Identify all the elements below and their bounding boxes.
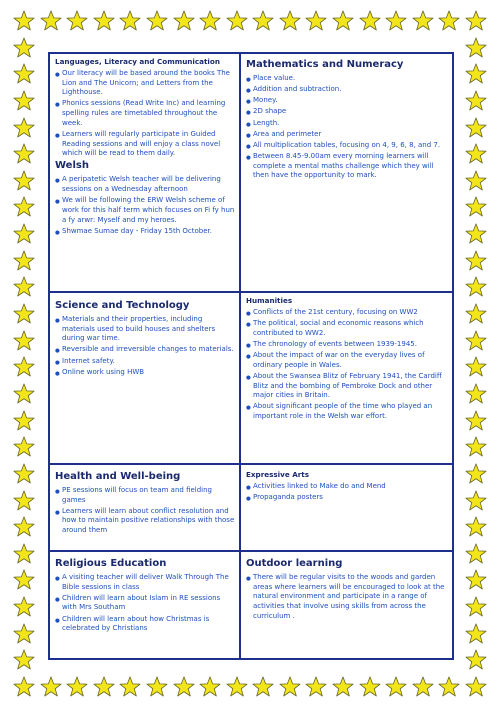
star-icon (465, 596, 487, 618)
list-item: ● Children will learn about how Christmas is celebrated by Christians (55, 615, 235, 634)
star-icon (305, 10, 327, 32)
star-icon (279, 676, 301, 698)
star-icon (13, 63, 35, 85)
star-icon (465, 37, 487, 59)
star-icon (465, 63, 487, 85)
list-item: ● A visiting teacher will deliver Walk Through The Bible sessions in class (55, 573, 235, 592)
list-item: ● The chronology of events between 1939-1945. (246, 340, 448, 350)
list-item: ● About significant people of the time who played an important role in the Welsh war effort. (246, 402, 448, 421)
list-item: ● Activities linked to Make do and Mend (246, 482, 448, 492)
star-icon (465, 143, 487, 165)
star-icon (226, 676, 248, 698)
star-icon (465, 250, 487, 272)
star-icon (412, 676, 434, 698)
star-icon (252, 676, 274, 698)
star-icon (13, 330, 35, 352)
list-item: ● Length. (246, 119, 448, 129)
list-item: ● Our literacy will be based around the books The Lion and The Unicorn; and Letters from the Lighthouse. (55, 69, 235, 98)
star-icon (93, 10, 115, 32)
religious-education-list (55, 573, 235, 634)
topic-grid (48, 52, 454, 660)
star-icon (13, 543, 35, 565)
star-icon (465, 676, 487, 698)
expressive-arts-title: Expressive Arts (246, 470, 310, 479)
star-icon (13, 676, 35, 698)
maths-list (246, 74, 448, 181)
list-item: ● Area and perimeter (246, 130, 448, 140)
health-section (50, 465, 239, 550)
star-icon (465, 356, 487, 378)
science-section (50, 293, 239, 463)
star-icon (332, 10, 354, 32)
star-icon (13, 170, 35, 192)
star-icon (13, 223, 35, 245)
list-item: ● Learners will regularly participate in Guided Reading sessions and will enjoy a class novel which will be read to them daily. (55, 130, 235, 159)
star-icon (465, 10, 487, 32)
star-icon (465, 303, 487, 325)
star-icon (13, 117, 35, 139)
star-icon (385, 676, 407, 698)
health-list (55, 486, 235, 536)
list-item: ● We will be following the ERW Welsh scheme of work for this half term which focuses on Fi fy hun a fy arwr: Myself and my heroes. (55, 196, 235, 225)
star-icon (332, 676, 354, 698)
star-icon (40, 676, 62, 698)
star-icon (173, 10, 195, 32)
list-item: ● The political, social and economic reasons which contributed to WW2. (246, 319, 448, 338)
star-icon (465, 410, 487, 432)
maths-title: Mathematics and Numeracy (246, 59, 404, 70)
list-item: ● Between 8.45-9.00am every morning learners will complete a mental maths challenge which they will then have the opportunity to mark. (246, 152, 448, 181)
star-icon (226, 10, 248, 32)
star-icon (465, 463, 487, 485)
star-icon (13, 569, 35, 591)
star-icon (66, 10, 88, 32)
star-icon (465, 90, 487, 112)
star-icon (13, 436, 35, 458)
star-icon (173, 676, 195, 698)
star-icon (465, 569, 487, 591)
star-icon (465, 543, 487, 565)
humanities-section (241, 293, 452, 463)
star-icon (385, 10, 407, 32)
list-item: ● Reversible and irreversible changes to materials. (55, 345, 235, 355)
star-icon (252, 10, 274, 32)
list-item: ● Money. (246, 96, 448, 106)
science-title: Science and Technology (55, 300, 190, 311)
star-icon (66, 676, 88, 698)
health-title: Health and Well-being (55, 471, 181, 482)
star-icon (412, 10, 434, 32)
star-icon (13, 143, 35, 165)
science-list (55, 315, 235, 377)
star-icon (13, 90, 35, 112)
star-icon (13, 623, 35, 645)
star-icon (13, 10, 35, 32)
list-item: ● Children will learn about Islam in RE sessions with Mrs Southam (55, 594, 235, 613)
list-item: ● 2D shape (246, 107, 448, 117)
welsh-title: Welsh (55, 160, 89, 172)
star-icon (465, 383, 487, 405)
star-icon (465, 276, 487, 298)
list-item: ● Phonics sessions (Read Write Inc) and learning spelling rules are timetabled throughout the week. (55, 99, 235, 128)
star-icon (199, 10, 221, 32)
star-icon (465, 330, 487, 352)
star-icon (146, 676, 168, 698)
star-icon (199, 676, 221, 698)
list-item: ● Materials and their properties, including materials used to build houses and shelters during war time. (55, 315, 235, 344)
star-icon (279, 10, 301, 32)
star-icon (146, 10, 168, 32)
star-icon (465, 623, 487, 645)
list-item: ● Conflicts of the 21st century, focusing on WW2 (246, 308, 448, 318)
list-item: ● Addition and subtraction. (246, 85, 448, 95)
list-item: ● A peripatetic Welsh teacher will be delivering sessions on a Wednesday afternoon (55, 175, 235, 194)
list-item: ● Place value. (246, 74, 448, 84)
religious-education-title: Religious Education (55, 558, 167, 569)
star-icon (13, 410, 35, 432)
list-item: ● There will be regular visits to the woods and garden areas where learners will be encouraged to look at the natural environment and participate in a range of activities that involve using skills from across the curriculum . (246, 573, 448, 621)
star-icon (359, 676, 381, 698)
star-icon (465, 436, 487, 458)
expressive-arts-section (241, 465, 452, 550)
star-icon (93, 676, 115, 698)
humanities-title: Humanities (246, 296, 293, 305)
list-item: ● PE sessions will focus on team and fielding games (55, 486, 235, 505)
star-icon (13, 276, 35, 298)
list-item: ● Internet safety. (55, 357, 235, 367)
star-icon (438, 676, 460, 698)
list-item: ● Learners will learn about conflict resolution and how to maintain positive relationships with those around them (55, 507, 235, 536)
star-icon (13, 516, 35, 538)
star-icon (13, 490, 35, 512)
star-icon (13, 463, 35, 485)
star-icon (465, 117, 487, 139)
list-item: ● All multiplication tables, focusing on 4, 9, 6, 8, and 7. (246, 141, 448, 151)
star-icon (465, 196, 487, 218)
star-icon (465, 516, 487, 538)
star-icon (465, 649, 487, 671)
star-icon (13, 37, 35, 59)
star-icon (465, 223, 487, 245)
list-item: ● About the Swansea Blitz of February 1941, the Cardiff Blitz and the bombing of Pembroke Dock and other major cities in Britain. (246, 372, 448, 401)
star-icon (13, 196, 35, 218)
star-icon (13, 250, 35, 272)
star-icon (13, 303, 35, 325)
literacy-section (50, 54, 239, 291)
star-icon (305, 676, 327, 698)
literacy-list (55, 69, 235, 159)
list-item: ● Online work using HWB (55, 368, 235, 378)
star-icon (13, 596, 35, 618)
maths-section (241, 54, 452, 291)
star-icon (119, 676, 141, 698)
list-item: ● Propaganda posters (246, 493, 448, 503)
list-item: ● About the impact of war on the everyday lives of ordinary people in Wales. (246, 351, 448, 370)
star-icon (438, 10, 460, 32)
star-icon (13, 649, 35, 671)
welsh-list (55, 175, 235, 236)
star-icon (13, 356, 35, 378)
expressive-arts-list (246, 482, 448, 503)
list-item: ● Shwmae Sumae day - Friday 15th October. (55, 227, 235, 237)
outdoor-learning-list (246, 573, 448, 621)
religious-education-section (50, 552, 239, 658)
star-icon (465, 490, 487, 512)
literacy-title: Languages, Literacy and Communication (55, 57, 220, 66)
star-icon (119, 10, 141, 32)
star-icon (465, 170, 487, 192)
outdoor-learning-title: Outdoor learning (246, 558, 343, 569)
humanities-list (246, 308, 448, 422)
outdoor-learning-section (241, 552, 452, 658)
star-icon (13, 383, 35, 405)
star-icon (359, 10, 381, 32)
star-icon (40, 10, 62, 32)
